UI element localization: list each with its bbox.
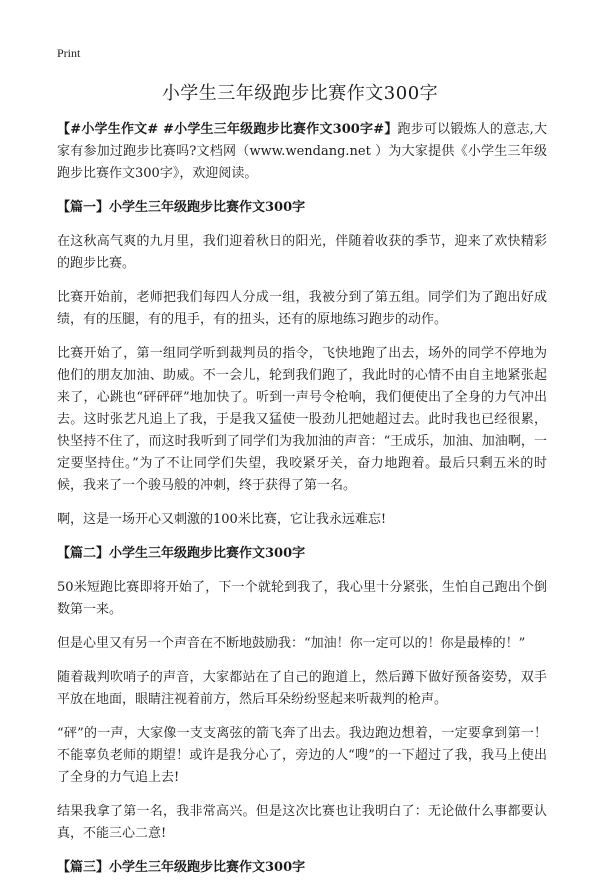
section-heading-2: 【篇二】小学生三年级跑步比赛作文300字 bbox=[57, 546, 306, 561]
section-1-paragraph: 啊，这是一场开心又刺激的100米比赛，它让我永远难忘! bbox=[57, 512, 387, 527]
section-1-paragraph: 比赛开始前，老师把我们每四人分成一组，我被分到了第五组。同学们为了跑出好成绩，有的压腿，有的甩手，有的扭头，还有的原地练习跑步的动作。 bbox=[57, 290, 547, 327]
section-2-paragraph: 50米短跑比赛即将开始了，下一个就轮到我了，我心里十分紧张，生怕自己跑出个倒数第一来。 bbox=[57, 580, 547, 617]
section-heading-3: 【篇三】小学生三年级跑步比赛作文300字 bbox=[57, 860, 306, 875]
section-2-paragraph: 但是心里又有另一个声音在不断地鼓励我：“加油！你一定可以的！你是最棒的！” bbox=[57, 636, 526, 651]
print-label: Print bbox=[57, 46, 81, 60]
intro-text: 跑步可以锻炼人的意志,大家有参加过跑步比赛吗?文档网（www.wendang.net ）为大家提供《小学生三年级跑步比赛作文300字》，欢迎阅读。 bbox=[57, 122, 547, 181]
section-1-paragraph: 比赛开始了，第一组同学听到裁判员的指令，飞快地跑了出去，场外的同学不停地为他们的朋友加油、助威。不一会儿，轮到我们跑了，我此时的心情不由自主地紧张起来了，心跳也“砰砰砰”地加快了。听到一声号令枪响，我们便使出了全身的力气冲出去。这时张艺凡追上了我，于是我又猛使一股劲儿把她超过去。此时我也已经很累，快坚持不住了，而这时我听到了同学们为我加油的声音：“王成乐，加油、加油啊，一定要坚持住。”为了不让同学们失望，我咬紧牙关，奋力地跑着。最后只剩五米的时候，我来了一个骏马般的冲刺，终于获得了第一名。 bbox=[57, 346, 547, 493]
section-heading-1: 【篇一】小学生三年级跑步比赛作文300字 bbox=[57, 200, 306, 215]
intro-tags: 【#小学生作文# #小学生三年级跑步比赛作文300字#】 bbox=[57, 122, 398, 137]
section-2-paragraph: “砰”的一声，大家像一支支离弦的箭飞奔了出去。我边跑边想着，一定要拿到第一！不能辜负老师的期望！或许是我分心了，旁边的人“嗖”的一下超过了我，我马上使出了全身的力气追上去! bbox=[57, 726, 547, 785]
page-title: 小学生三年级跑步比赛作文300字 bbox=[161, 83, 439, 104]
section-2-paragraph: 随着裁判吹哨子的声音，大家都站在了自己的跑道上，然后蹲下做好预备姿势，双手平放在地面，眼睛注视着前方，然后耳朵纷纷竖起来听裁判的枪声。 bbox=[57, 670, 547, 707]
intro-paragraph bbox=[57, 119, 547, 185]
section-2-paragraph: 结果我拿了第一名，我非常高兴。但是这次比赛也让我明白了：无论做什么事都要认真，不能三心二意! bbox=[57, 804, 547, 841]
section-1-paragraph: 在这秋高气爽的九月里，我们迎着秋日的阳光，伴随着收获的季节，迎来了欢快精彩的跑步比赛。 bbox=[57, 234, 547, 271]
document-body bbox=[57, 119, 547, 891]
